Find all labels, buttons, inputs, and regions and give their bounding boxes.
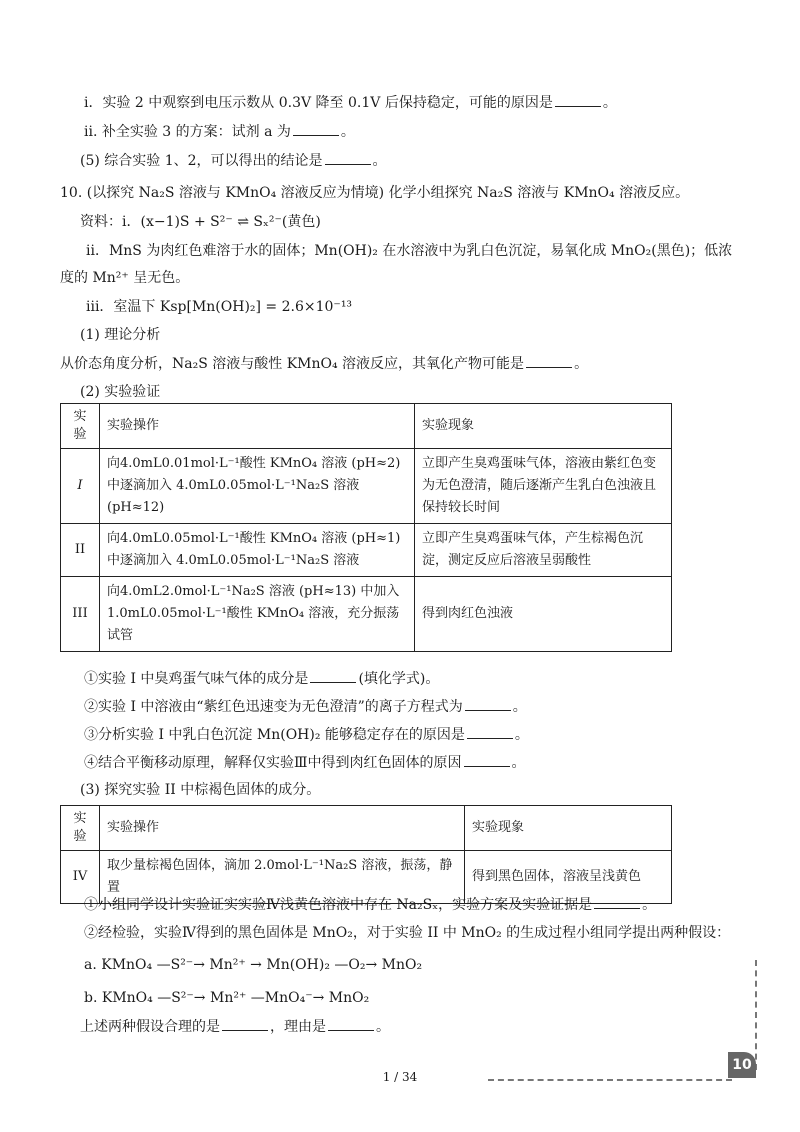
table-header-cell: 实验: [61, 806, 100, 851]
table-cell: I: [61, 449, 100, 524]
text-line: 度的 Mn²⁺ 呈无色。: [60, 270, 190, 286]
table-cell: 向4.0mL0.01mol·L⁻¹酸性 KMnO₄ 溶液 (pH≈2) 中逐滴加入 4.0mL0.05mol·L⁻¹Na₂S 溶液 (pH≈12): [100, 449, 415, 524]
hypothesis-a: a. KMnO₄ —S²⁻→ Mn²⁺ → Mn(OH)₂ —O₂→ MnO₂: [84, 957, 423, 973]
text-line: i．实验 2 中观察到电压示数从 0.3V 降至 0.1V 后保持稳定，可能的原因是 。: [84, 92, 617, 113]
text-line: (1) 理论分析: [80, 327, 161, 343]
text-line: ①实验 I 中臭鸡蛋气味气体的成分是 (填化学式)。: [84, 668, 439, 689]
text-line: iii．室温下 Ksp[Mn(OH)₂] = 2.6×10⁻¹³: [86, 299, 353, 315]
table-header-row: [61, 404, 672, 449]
text-line: ③分析实验 I 中乳白色沉淀 Mn(OH)₂ 能够稳定存在的原因是 。: [84, 724, 529, 745]
table-cell: II: [61, 524, 100, 577]
text-line: ②经检验，实验Ⅳ得到的黑色固体是 MnO₂，对于实验 II 中 MnO₂ 的生成过程小组同学提出两种假设：: [84, 925, 731, 941]
table-row: [61, 577, 672, 652]
table-cell: 取少量棕褐色固体，滴加 2.0mol·L⁻¹Na₂S 溶液，振荡，静置: [100, 851, 465, 904]
dashed-divider: [488, 1079, 732, 1081]
answer-blank[interactable]: [555, 92, 601, 107]
table-header-cell: 实验: [61, 404, 100, 449]
hypothesis-b: b. KMnO₄ —S²⁻→ Mn²⁺ —MnO₄⁻→ MnO₂: [84, 990, 370, 1006]
table-header-cell: 实验现象: [415, 404, 672, 449]
table-header-cell: 实验操作: [100, 404, 415, 449]
page-number: 1 / 34: [382, 1070, 418, 1084]
table-cell: 得到肉红色浊液: [415, 577, 672, 652]
text-line: ①小组同学设计实验证实实验Ⅳ浅黄色溶液中存在 Na₂Sₓ，实验方案及实验证据是 。: [84, 894, 656, 915]
table-cell: IV: [61, 851, 100, 904]
text-line: 从价态角度分析，Na₂S 溶液与酸性 KMnO₄ 溶液反应，其氧化产物可能是 。: [60, 353, 588, 374]
table-cell: 立即产生臭鸡蛋味气体，产生棕褐色沉淀，测定反应后溶液呈弱酸性: [415, 524, 672, 577]
answer-blank[interactable]: [526, 353, 572, 368]
text-line: (3) 探究实验 II 中棕褐色固体的成分。: [80, 782, 321, 798]
text-line: 上述两种假设合理的是 ，理由是 。: [80, 1016, 390, 1037]
answer-blank[interactable]: [222, 1016, 268, 1031]
answer-blank[interactable]: [310, 668, 356, 683]
table-cell: 得到黑色固体，溶液呈浅黄色: [465, 851, 672, 904]
experiment-table-1: [60, 403, 672, 652]
answer-blank[interactable]: [328, 1016, 374, 1031]
answer-blank[interactable]: [594, 894, 640, 909]
answer-blank[interactable]: [325, 150, 371, 165]
table-cell: 向4.0mL2.0mol·L⁻¹Na₂S 溶液 (pH≈13) 中加入 1.0mL0.05mol·L⁻¹酸性 KMnO₄ 溶液，充分振荡试管: [100, 577, 415, 652]
answer-blank[interactable]: [465, 696, 511, 711]
table-cell: 向4.0mL0.05mol·L⁻¹酸性 KMnO₄ 溶液 (pH≈1) 中逐滴加入 4.0mL0.05mol·L⁻¹Na₂S 溶液: [100, 524, 415, 577]
text-line: (2) 实验验证: [80, 384, 161, 400]
text-line: 资料：i．(x−1)S + S²⁻ ⇌ Sₓ²⁻(黄色): [80, 214, 321, 230]
answer-blank[interactable]: [467, 724, 513, 739]
text-line: ii．MnS 为肉红色难溶于水的固体；Mn(OH)₂ 在水溶液中为乳白色沉淀，易氧化成 MnO₂(黑色)；低浓: [86, 243, 733, 259]
answer-blank[interactable]: [464, 752, 510, 767]
table-row: [61, 524, 672, 577]
text-line: ④结合平衡移动原理，解释仅实验Ⅲ中得到肉红色固体的原因 。: [84, 752, 526, 773]
table-header-cell: 实验现象: [465, 806, 672, 851]
text-line: ②实验 I 中溶液由“紫红色迅速变为无色澄清”的离子方程式为 。: [84, 696, 527, 717]
table-cell: III: [61, 577, 100, 652]
dashed-divider-vertical: [755, 960, 757, 1070]
experiment-table-2: [60, 805, 672, 904]
table-header-cell: 实验操作: [100, 806, 465, 851]
table-header-row: [61, 806, 672, 851]
text-line: (5) 综合实验 1、2，可以得出的结论是 。: [80, 150, 387, 171]
text-line: ii. 补全实验 3 的方案：试剂 a 为 。: [84, 121, 355, 142]
question-title: 10. (以探究 Na₂S 溶液与 KMnO₄ 溶液反应为情境) 化学小组探究 Na₂S 溶液与 KMnO₄ 溶液反应。: [60, 185, 690, 201]
table-row: [61, 449, 672, 524]
table-cell: 立即产生臭鸡蛋味气体，溶液由紫红色变为无色澄清，随后逐渐产生乳白色浊液且保持较长时间: [415, 449, 672, 524]
page-corner-badge: 10: [728, 1052, 756, 1078]
answer-blank[interactable]: [293, 121, 339, 136]
